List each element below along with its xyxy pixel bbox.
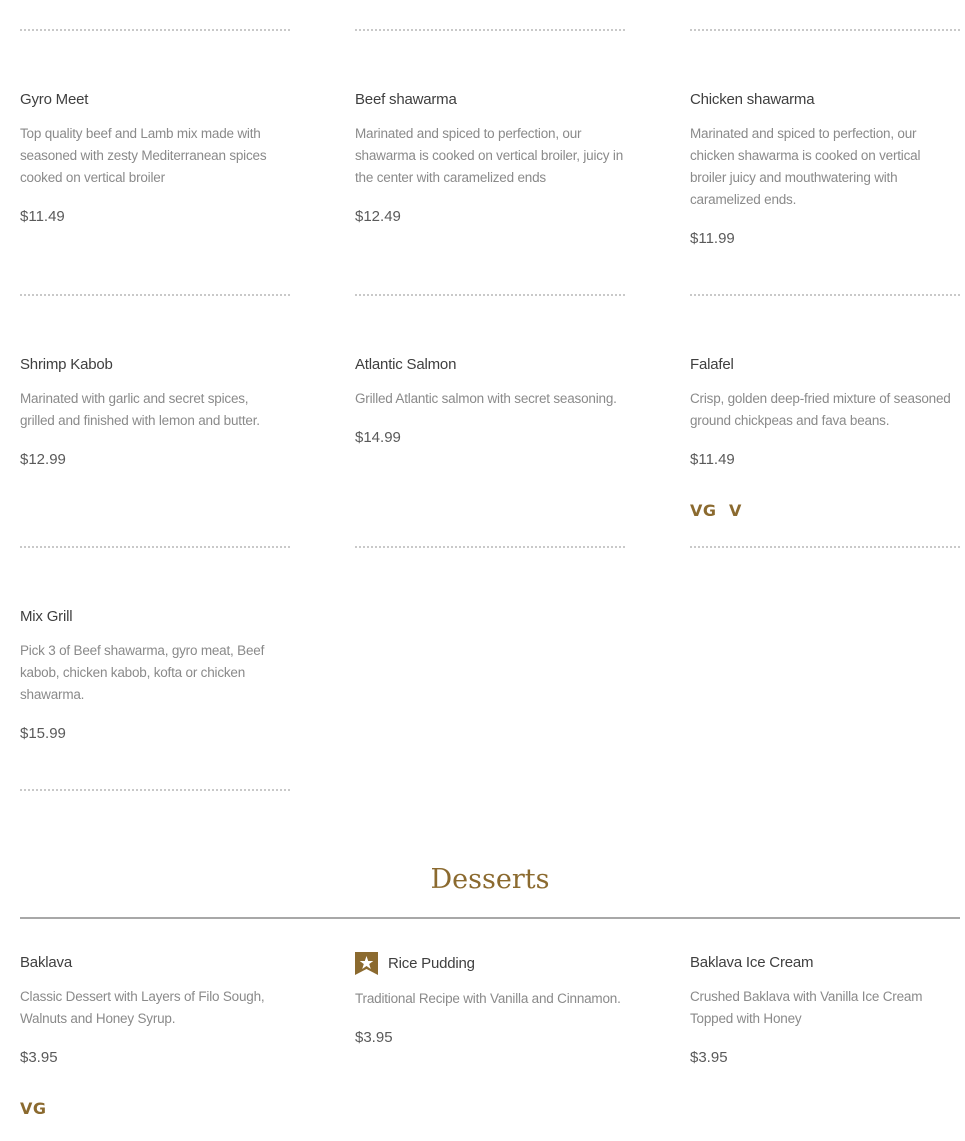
item-description: Marinated with garlic and secret spices, grilled and finished with lemon and butter. bbox=[20, 391, 260, 428]
separator-dotted bbox=[690, 29, 960, 31]
item-title: Chicken shawarma bbox=[690, 91, 815, 108]
item-price: $15.99 bbox=[20, 725, 66, 742]
section-title: Desserts bbox=[430, 864, 550, 895]
section-divider bbox=[20, 917, 960, 919]
item-description: Classic Dessert with Layers of Filo Sough, Walnuts and Honey Syrup. bbox=[20, 989, 265, 1026]
item-description: Grilled Atlantic salmon with secret seasoning. bbox=[355, 391, 617, 406]
item-description: Top quality beef and Lamb mix made with seasoned with zesty Mediterranean spices cooked on vertical broiler bbox=[20, 126, 267, 185]
item-price: $12.99 bbox=[20, 451, 66, 468]
item-description: Marinated and spiced to perfection, our chicken shawarma is cooked on vertical broiler juicy and mouthwatering with caramelized ends. bbox=[690, 126, 921, 207]
separator-dotted bbox=[20, 294, 290, 296]
item-price: $11.49 bbox=[690, 451, 735, 468]
separator-dotted bbox=[20, 789, 290, 791]
vegan-badge: VG bbox=[20, 1099, 47, 1118]
item-title: Beef shawarma bbox=[355, 91, 457, 108]
separator-dotted bbox=[355, 29, 625, 31]
item-title: Baklava bbox=[20, 954, 72, 971]
vegetarian-badge: V bbox=[729, 501, 742, 520]
item-price: $11.99 bbox=[690, 230, 735, 247]
separator-dotted bbox=[355, 546, 625, 548]
item-price: $3.95 bbox=[690, 1049, 728, 1066]
item-description: Pick 3 of Beef shawarma, gyro meat, Beef kabob, chicken kabob, kofta or chicken shawarma. bbox=[20, 643, 265, 702]
separator-dotted bbox=[20, 546, 290, 548]
item-description: Crushed Baklava with Vanilla Ice Cream Topped with Honey bbox=[690, 989, 923, 1026]
item-title: Baklava Ice Cream bbox=[690, 954, 814, 971]
separator-dotted bbox=[690, 546, 960, 548]
item-title: Rice Pudding bbox=[388, 955, 475, 972]
separator-dotted bbox=[355, 294, 625, 296]
item-price: $11.49 bbox=[20, 208, 65, 225]
separator-dotted bbox=[690, 294, 960, 296]
item-title: Falafel bbox=[690, 356, 734, 373]
item-title: Atlantic Salmon bbox=[355, 356, 457, 373]
star-icon bbox=[355, 952, 378, 975]
item-price: $3.95 bbox=[355, 1029, 393, 1046]
item-title: Mix Grill bbox=[20, 608, 73, 625]
item-price: $3.95 bbox=[20, 1049, 58, 1066]
item-description: Marinated and spiced to perfection, our shawarma is cooked on vertical broiler, juicy in the center with caramelized ends bbox=[355, 126, 624, 185]
item-price: $14.99 bbox=[355, 429, 401, 446]
vegan-badge: VG bbox=[690, 501, 717, 520]
item-title: Shrimp Kabob bbox=[20, 356, 113, 373]
item-price: $12.49 bbox=[355, 208, 401, 225]
item-title: Gyro Meet bbox=[20, 91, 89, 108]
separator-dotted bbox=[20, 29, 290, 31]
item-description: Traditional Recipe with Vanilla and Cinnamon. bbox=[355, 991, 621, 1006]
item-description: Crisp, golden deep-fried mixture of seasoned ground chickpeas and fava beans. bbox=[690, 391, 951, 428]
